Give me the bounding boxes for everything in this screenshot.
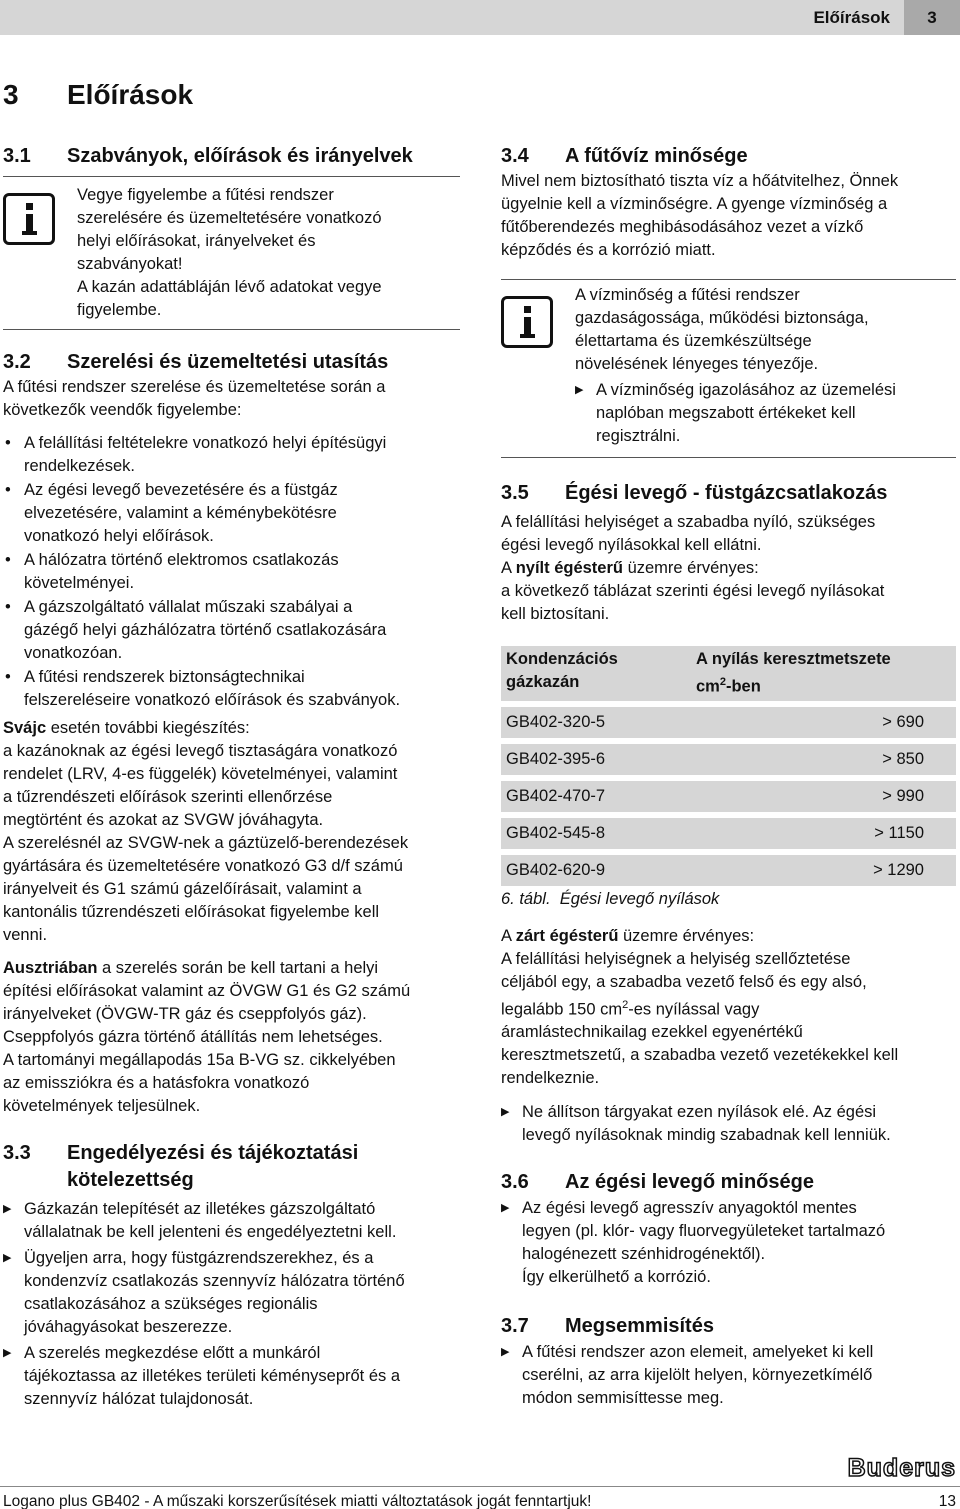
note-list [575,379,896,448]
left-column [3,143,460,1411]
section-3-6-heading [501,1169,956,1196]
info-note [3,184,460,322]
section-number: 3.2 [3,351,31,373]
section-3-4-body: Mivel nem biztosítható tiszta víz a hőátvitelhez, Önnek ügyelnie kell a vízminőségre. A gyenge vízminőség a fűtőberendezés meghibásodásához vezet a vízkő képződés és a korrózió miatt. [501,172,899,259]
buderus-logo: Buderus [847,1454,956,1482]
austria-paragraph: Ausztriában a szerelés során be kell tartani a helyi építési előírásokat valamint az ÖVGW G1 és G2 számú irányelveket (ÖVGW-TR gáz és cseppfolyós gáz). Cseppfolyós gázra történő átállítás nem lehetséges. A tartományi megállapodás 15a B-VG sz. cikkelyében az emissziókra és a hatásfokra vonatkozó követelmények teljesülnek. [3,959,411,1115]
footer-divider [0,1486,960,1487]
section-number: 3.5 [501,482,529,504]
section-3-5-heading [501,480,956,507]
section-3-3-heading [3,1140,460,1194]
section-title: Égési levegő - füstgázcsatlakozás [565,482,888,504]
section-3-4-heading [501,143,956,170]
list-item: ▶ Ügyeljen arra, hogy füstgázrendszerekhez, és a kondenzvíz csatlakozás szennyvíz hálózatra történő csatlakozásához a szükséges regionális jóváhagyásokat beszerezze. [3,1247,460,1339]
list-item: ▶ Gázkazán telepítését az illetékes gázszolgáltató vállalatnak be kell jelenteni és engedélyeztetni kell. [3,1198,460,1244]
page-title-number: 3 [3,79,19,110]
table-row: GB402-395-6 > 850 [501,741,956,778]
list-item: ▶ Ne állítson tárgyakat ezen nyílások elé. Az égési levegő nyílásoknak mindig szabadnak kell lenniük. [501,1101,956,1147]
section-3-1-heading [3,143,460,170]
divider [501,457,956,458]
list-item: ▶ A fűtési rendszer azon elemeit, amelyeket ki kell cserélni, az arra kijelölt helyen, környezetkímélő módon semmisíttesse meg. [501,1341,956,1410]
table-caption: 6. tábl. Égési levegő nyílások [501,889,720,908]
list-item: ▶ A vízminőség igazolásához az üzemelési naplóban megszabott értékeket kell regisztrálni. [575,379,896,448]
info-icon [3,193,55,245]
opening-instruction-list [501,1101,956,1147]
air-opening-table [501,646,956,886]
section-title: Szerelési és üzemeltetési utasítás [67,351,389,373]
list-item: • Az égési levegő bevezetésére és a füstgáz elvezetésére, valamint a kéménybekötésre vonatkozó helyi előírások. [3,479,460,548]
info-note [501,284,956,448]
table-header-row [501,646,956,704]
requirements-list [3,432,460,712]
table-row: GB402-320-5 > 690 [501,704,956,741]
info-icon [501,296,553,348]
footer-text: Logano plus GB402 - A műszaki korszerűsítések miatti változtatások jogát fenntartjuk! [3,1493,592,1509]
section-3-5-intro: A felállítási helyiséget a szabadba nyíló, szükséges égési levegő nyílásokkal kell ellátni. A nyílt égésterű üzemre érvényes: a következő táblázat szerinti égési levegő nyílásokat kell biztosítani. [501,513,885,623]
right-column [501,143,956,1410]
section-number: 3.4 [501,145,529,167]
list-item: • A hálózatra történő elektromos csatlakozás követelményei. [3,549,460,595]
list-item: • A gázszolgáltató vállalat műszaki szabályai a gázégő helyi gázhálózatra történő csatlakozására vonatkozóan. [3,596,460,665]
section-number: 3.1 [3,145,31,167]
list-item: • A fűtési rendszerek biztonságtechnikai felszereléseire vonatkozó előírások és szabványok. [3,666,460,712]
header-chapter-number: 3 [904,0,960,35]
table-row: GB402-620-9 > 1290 [501,852,956,886]
section-title: Megsemmisítés [565,1315,714,1337]
disposal-list [501,1341,956,1410]
list-item: ▶ Az égési levegő agresszív anyagoktól mentes legyen (pl. klór- vagy fluorvegyületeket tartalmazó halogénezett szénhidrogénektől). Így elkerülhető a korrózió. [501,1197,956,1289]
section-number: 3.3 [3,1142,31,1164]
info-note-text: Vegye figyelembe a fűtési rendszer szerelésére és üzemeltetésére vonatkozó helyi előírásokat, irányelveket és szabványokat! A kazán adattábláján lévő adatokat vegye figyelembe. [77,186,382,319]
page-title-text: Előírások [67,79,194,110]
section-3-7-heading [501,1313,956,1340]
section-title: Szabványok, előírások és irányelvek [67,145,413,167]
info-note-text: A vízminőség a fűtési rendszer gazdaságossága, működési biztonsága, élettartama és üzemkészültsége növelésének lényeges tényezője. ▶ A vízminőség igazolásához az üzemelési naplóban megszabott értékeket kell regisztrálni. [575,284,896,448]
table-row: GB402-470-7 > 990 [501,778,956,815]
section-number: 3.7 [501,1315,529,1337]
section-3-2-intro: A fűtési rendszer szerelése és üzemeltetése során a következők veendők figyelembe: [3,378,386,419]
obligation-list [3,1198,460,1411]
page-title [3,78,193,112]
header-title: Előírások [813,8,890,27]
air-quality-list [501,1197,956,1289]
table-row: GB402-545-8 > 1150 [501,815,956,852]
page-number: 13 [938,1493,956,1509]
list-item: ▶ A szerelés megkezdése előtt a munkáról tájékoztassa az illetékes területi kéményseprőt és a szennyvíz hálózat tulajdonosát. [3,1342,460,1411]
divider [3,176,460,177]
section-title: A fűtővíz minősége [565,145,748,167]
section-3-2-heading [3,349,460,376]
section-number: 3.6 [501,1171,529,1193]
section-title: Az égési levegő minősége [565,1171,814,1193]
closed-combustion-paragraph: A zárt égésterű üzemre érvényes: A felállítási helyiségnek a helyiség szellőztetése céljából egy, a szabadba vezető felső és egy alsó, legalább 150 $cm^2-es$ nyílással vagy áramlástechnikailag ezekkel egyenértékű keresztmetszetű, a szabadba vezető vezetékekkel kell rendelkeznie. [501,926,899,1087]
swiss-paragraph: Svájc esetén további kiegészítés: a kazánoknak az égési levegő tisztaságára vonatkozó rendelet (LRV, 4-es függelék) követelményei, valamint a tűzrendészeti előírások szerinti ellenőrzése megtörtént és azokat az SVGW jóváhagyta. A szerelésnél az SVGW-nek a gáztüzelő-berendezések gyártására és üzemeltetésére vonatkozó G3 d/f számú irányelveit és G1 számú gázelőírásait, valamint a kantonális tűzrendészeti előírásokat figyelembe kell venni. [3,719,409,944]
divider [501,279,956,280]
table-header-cell: A nyílás keresztmetszete $cm^2$-ben [691,646,956,704]
list-item: • A felállítási feltételekre vonatkozó helyi építésügyi rendelkezések. [3,432,460,478]
table-header-cell: Kondenzációs gázkazán [501,646,691,704]
divider [3,329,460,330]
section-title: Engedélyezési és tájékoztatási kötelezettség [67,1142,359,1191]
